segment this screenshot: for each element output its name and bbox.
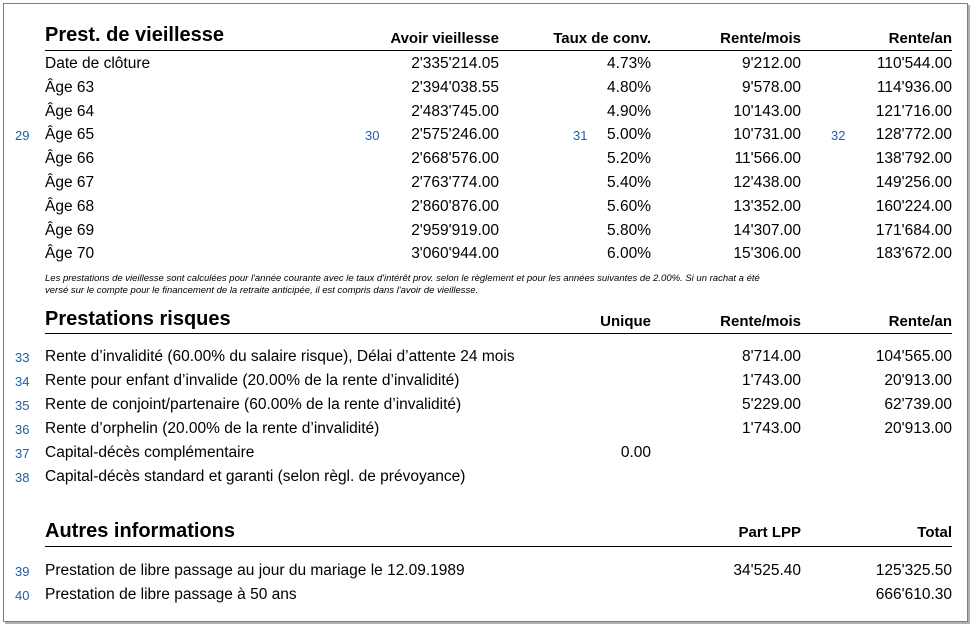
- reference-number: 29: [15, 128, 30, 143]
- taux-value: 6.00%: [607, 245, 651, 262]
- avoir-value: 3'060'944.00: [411, 245, 499, 262]
- taux-value: 4.73%: [607, 55, 651, 72]
- taux-value: 5.40%: [607, 174, 651, 191]
- reference-number: 40: [15, 588, 30, 603]
- vieillesse-note-line1: Les prestations de vieillesse sont calculées pour l'année courante avec le taux d'intérêt prov. selon le règlement et pour les années suivantes de 2.00%. Si un rachat a été: [45, 273, 760, 284]
- header-avoir: Avoir vieillesse: [390, 30, 499, 47]
- avoir-value: 2'483'745.00: [411, 103, 499, 120]
- rente-mois-value: 1'743.00: [742, 420, 801, 437]
- rente-an-value: 160'224.00: [875, 198, 952, 215]
- row-label: Prestation de libre passage à 50 ans: [45, 586, 297, 603]
- rente-mois-value: 12'438.00: [733, 174, 801, 191]
- vieillesse-title: Prest. de vieillesse: [45, 24, 225, 46]
- taux-value: 5.60%: [607, 198, 651, 215]
- rente-mois-value: 13'352.00: [733, 198, 801, 215]
- reference-number: 31: [573, 128, 588, 143]
- header-risques-rente-mois: Rente/mois: [720, 313, 801, 330]
- rente-an-value: 149'256.00: [875, 174, 952, 191]
- taux-value: 5.00%: [607, 126, 651, 143]
- reference-number: 38: [15, 470, 30, 485]
- total-value: 125'325.50: [875, 562, 952, 579]
- header-total: Total: [917, 524, 952, 541]
- autres-title: Autres informations: [45, 520, 236, 542]
- rente-mois-value: 10'143.00: [733, 103, 801, 120]
- reference-number: 37: [15, 446, 30, 461]
- rente-an-value: 20'913.00: [884, 372, 952, 389]
- row-label: Capital-décès standard et garanti (selon règl. de prévoyance): [45, 468, 466, 485]
- rente-an-value: 104'565.00: [875, 348, 952, 365]
- total-value: 666'610.30: [875, 586, 952, 603]
- taux-value: 4.90%: [607, 103, 651, 120]
- header-unique: Unique: [600, 313, 651, 330]
- rente-an-value: 110'544.00: [876, 55, 952, 72]
- row-label: Âge 66: [45, 150, 95, 167]
- row-label: Âge 70: [45, 245, 95, 262]
- row-label: Âge 65: [45, 126, 95, 143]
- part-lpp-value: 34'525.40: [733, 562, 801, 579]
- rente-mois-value: 15'306.00: [733, 245, 801, 262]
- rente-mois-value: 14'307.00: [733, 222, 801, 239]
- rente-mois-value: 1'743.00: [742, 372, 801, 389]
- row-label: Rente de conjoint/partenaire (60.00% de la rente d’invalidité): [45, 396, 462, 413]
- risques-header-rule: [45, 333, 952, 334]
- row-label: Âge 64: [45, 103, 95, 120]
- reference-number: 33: [15, 350, 30, 365]
- rente-an-value: 62'739.00: [884, 396, 952, 413]
- rente-mois-value: 9'212.00: [742, 55, 801, 72]
- rente-an-value: 114'936.00: [876, 79, 952, 96]
- rente-mois-value: 5'229.00: [742, 396, 801, 413]
- rente-an-value: 20'913.00: [884, 420, 952, 437]
- rente-mois-value: 10'731.00: [733, 126, 801, 143]
- rente-an-value: 138'792.00: [875, 150, 952, 167]
- taux-value: 5.20%: [607, 150, 651, 167]
- rente-an-value: 128'772.00: [875, 126, 952, 143]
- header-part-lpp: Part LPP: [738, 524, 801, 541]
- row-label: Date de clôture: [45, 55, 151, 72]
- vieillesse-note-line2: versé sur le compte pour le financement de la retraite anticipée, il est compris dans l'avoir de vieillesse.: [45, 285, 479, 296]
- avoir-value: 2'763'774.00: [411, 174, 499, 191]
- row-label: Âge 68: [45, 198, 95, 215]
- reference-number: 30: [365, 128, 380, 143]
- avoir-value: 2'668'576.00: [411, 150, 499, 167]
- header-rente-mois: Rente/mois: [720, 30, 801, 47]
- row-label: Capital-décès complémentaire: [45, 444, 255, 461]
- avoir-value: 2'394'038.55: [411, 79, 499, 96]
- avoir-value: 2'575'246.00: [411, 126, 499, 143]
- row-label: Rente pour enfant d’invalide (20.00% de la rente d’invalidité): [45, 372, 460, 389]
- vieillesse-header-rule: [45, 50, 952, 51]
- reference-number: 39: [15, 564, 30, 579]
- rente-an-value: 121'716.00: [875, 103, 952, 120]
- avoir-value: 2'335'214.05: [411, 55, 499, 72]
- row-label: Âge 63: [45, 79, 95, 96]
- row-label: Âge 67: [45, 174, 95, 191]
- reference-number: 35: [15, 398, 30, 413]
- avoir-value: 2'860'876.00: [411, 198, 499, 215]
- rente-mois-value: 11'566.00: [734, 150, 801, 167]
- autres-header-rule: [45, 546, 952, 547]
- reference-number: 36: [15, 422, 30, 437]
- row-label: Rente d’invalidité (60.00% du salaire risque), Délai d’attente 24 mois: [45, 348, 515, 365]
- reference-number: 34: [15, 374, 30, 389]
- header-rente-an: Rente/an: [888, 30, 952, 47]
- reference-number: 32: [831, 128, 846, 143]
- row-label: Rente d’orphelin (20.00% de la rente d’invalidité): [45, 420, 380, 437]
- rente-mois-value: 9'578.00: [742, 79, 801, 96]
- rente-an-value: 171'684.00: [875, 222, 952, 239]
- row-label: Âge 69: [45, 222, 95, 239]
- header-taux: Taux de conv.: [553, 30, 651, 47]
- avoir-value: 2'959'919.00: [411, 222, 499, 239]
- taux-value: 4.80%: [607, 79, 651, 96]
- row-label: Prestation de libre passage au jour du mariage le 12.09.1989: [45, 562, 465, 579]
- risques-title: Prestations risques: [45, 308, 231, 330]
- header-risques-rente-an: Rente/an: [888, 313, 952, 330]
- rente-an-value: 183'672.00: [875, 245, 952, 262]
- rente-mois-value: 8'714.00: [742, 348, 801, 365]
- unique-value: 0.00: [620, 444, 651, 461]
- taux-value: 5.80%: [607, 222, 651, 239]
